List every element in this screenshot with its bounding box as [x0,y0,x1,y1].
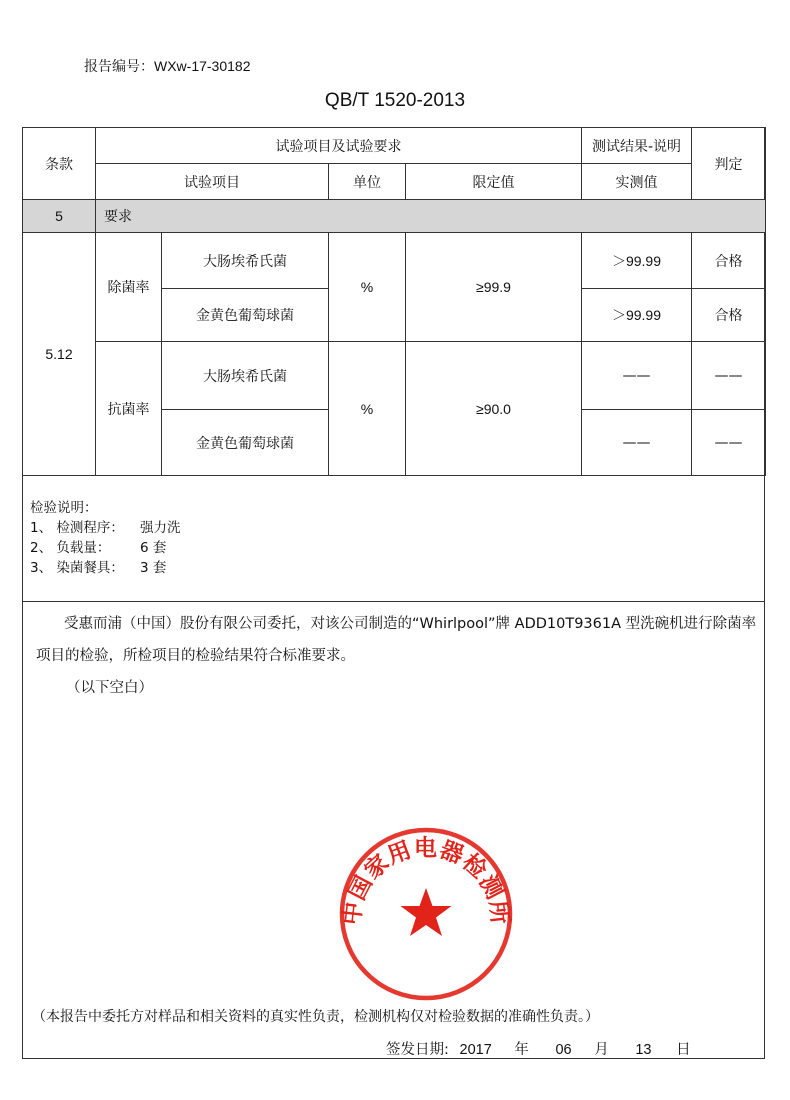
table-row [23,342,766,410]
issue-year: 2017 [459,1042,492,1058]
organism-name: 金黄色葡萄球菌 [162,410,329,476]
list-item [30,558,181,578]
judgement-value: 合格 [692,233,766,289]
note-label: 3、 染菌餐具： [30,560,124,576]
section-number: 5 [23,200,96,233]
section-divider [22,601,765,602]
header-item: 试验项目 [96,164,329,200]
organism-name: 大肠埃希氏菌 [162,233,329,289]
note-value: 3 套 [140,560,167,576]
group-name: 除菌率 [96,233,162,342]
measured-value: ＞99.99 [582,233,692,289]
seal-star-icon [401,888,452,936]
note-label: 2、 负载量： [30,540,111,556]
note-label: 1、 检测程序： [30,520,124,536]
table-row [23,233,766,289]
issue-date [386,1038,691,1059]
report-number [84,56,251,76]
month-unit: 月 [594,1042,609,1058]
issue-day: 13 [635,1042,652,1058]
organism-name: 大肠埃希氏菌 [162,342,329,410]
measured-value: ＞99.99 [582,289,692,342]
section-title: 要求 [96,200,766,233]
header-items-requirements: 试验项目及试验要求 [96,128,582,164]
report-number-label: 报告编号： [84,59,154,75]
clause-number: 5.12 [23,233,96,476]
spec-table [22,127,766,476]
judgement-value: —— [692,342,766,410]
official-seal [338,826,514,1002]
header-measured: 实测值 [582,164,692,200]
header-unit: 单位 [329,164,406,200]
disclaimer: （本报告中委托方对样品和相关资料的真实性负责，检测机构仅对检验数据的准确性负责。） [32,1009,599,1025]
table-subheader-row [23,164,766,200]
table-header-row [23,128,766,164]
note-value: 6 套 [140,540,167,556]
header-clause: 条款 [23,128,96,200]
limit-cell: ≥99.9 [406,233,582,342]
report-number-value: WXw-17-30182 [154,58,251,74]
unit-cell: % [329,233,406,342]
day-unit: 日 [676,1042,691,1058]
measured-value: —— [582,410,692,476]
list-item [30,518,181,538]
test-notes [30,498,181,578]
issue-date-label: 签发日期: [386,1042,449,1058]
judgement-value: 合格 [692,289,766,342]
conclusion-text: 受惠而浦（中国）股份有限公司委托，对该公司制造的“Whirlpool”牌 ADD10T9361A 型洗碗机进行除菌率项目的检验，所检项目的检验结果符合标准要求。 [36,616,757,664]
group-name: 抗菌率 [96,342,162,476]
header-result-note: 测试结果-说明 [582,128,692,164]
year-unit: 年 [514,1042,529,1058]
notes-title: 检验说明： [30,500,98,516]
issue-month: 06 [555,1042,572,1058]
standard-title: QB/T 1520-2013 [324,90,466,111]
unit-cell: % [329,342,406,476]
list-item [30,538,181,558]
measured-value: —— [582,342,692,410]
seal-text: 中国家用电器检测所 [339,835,513,927]
judgement-value: —— [692,410,766,476]
blank-note: （以下空白） [66,680,153,696]
limit-cell: ≥90.0 [406,342,582,476]
section-row [23,200,766,233]
header-judgement: 判定 [692,128,766,200]
note-value: 强力洗 [140,520,181,536]
organism-name: 金黄色葡萄球菌 [162,289,329,342]
header-limit: 限定值 [406,164,582,200]
